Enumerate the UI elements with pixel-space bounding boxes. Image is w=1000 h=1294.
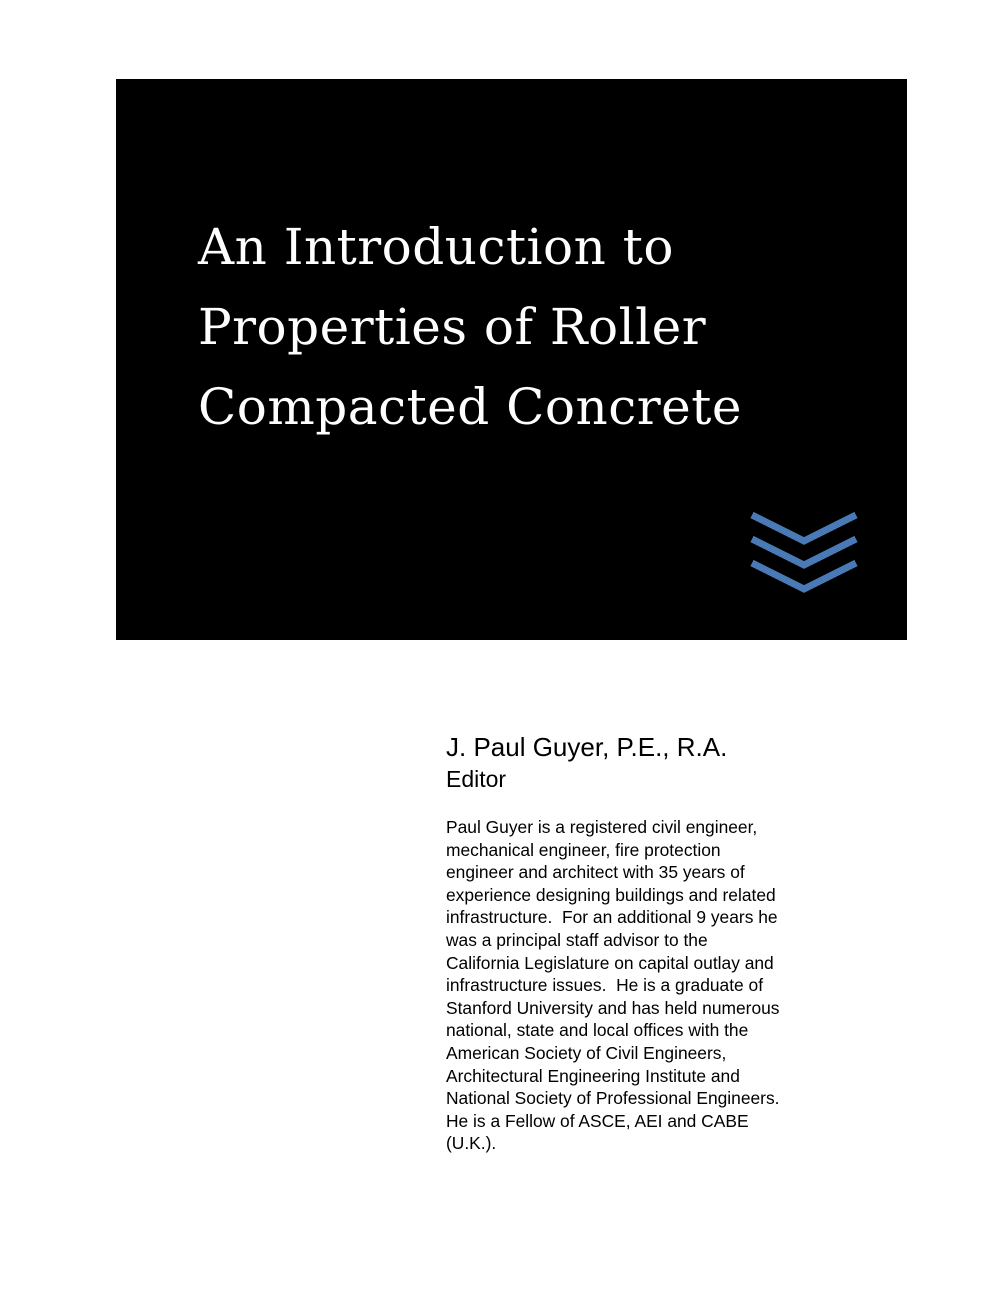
bio-line: American Society of Civil Engineers, xyxy=(446,1042,727,1063)
author-bio xyxy=(446,816,836,1155)
bio-line: infrastructure. For an additional 9 years he xyxy=(446,907,778,928)
cover-panel xyxy=(116,79,907,640)
book-title-line: Compacted Concrete xyxy=(198,378,742,436)
bio-line: California Legislature on capital outlay and xyxy=(446,952,774,973)
bio-line: engineer and architect with 35 years of xyxy=(446,862,745,883)
book-title-line: Properties of Roller xyxy=(198,298,707,356)
bio-line: mechanical engineer, fire protection xyxy=(446,839,721,860)
bio-line: Paul Guyer is a registered civil engineer, xyxy=(446,817,758,837)
bio-line: national, state and local offices with the xyxy=(446,1020,749,1041)
book-title xyxy=(198,207,878,447)
bio-line: He is a Fellow of ASCE, AEI and CABE xyxy=(446,1110,749,1131)
author-role: Editor xyxy=(446,766,507,792)
bio-line: National Society of Professional Engineers. xyxy=(446,1088,780,1109)
author-name: J. Paul Guyer, P.E., R.A. xyxy=(446,732,728,762)
bio-line: Architectural Engineering Institute and xyxy=(446,1065,740,1086)
author-block xyxy=(446,730,846,794)
bio-line: Stanford University and has held numerous xyxy=(446,997,780,1018)
bio-line: experience designing buildings and related xyxy=(446,884,776,905)
book-title-line: An Introduction to xyxy=(198,218,674,276)
triple-chevron-down-icon xyxy=(750,511,858,601)
bio-line: infrastructure issues. He is a graduate of xyxy=(446,975,764,996)
bio-line: (U.K.). xyxy=(446,1133,497,1154)
bio-line: was a principal staff advisor to the xyxy=(446,929,708,950)
